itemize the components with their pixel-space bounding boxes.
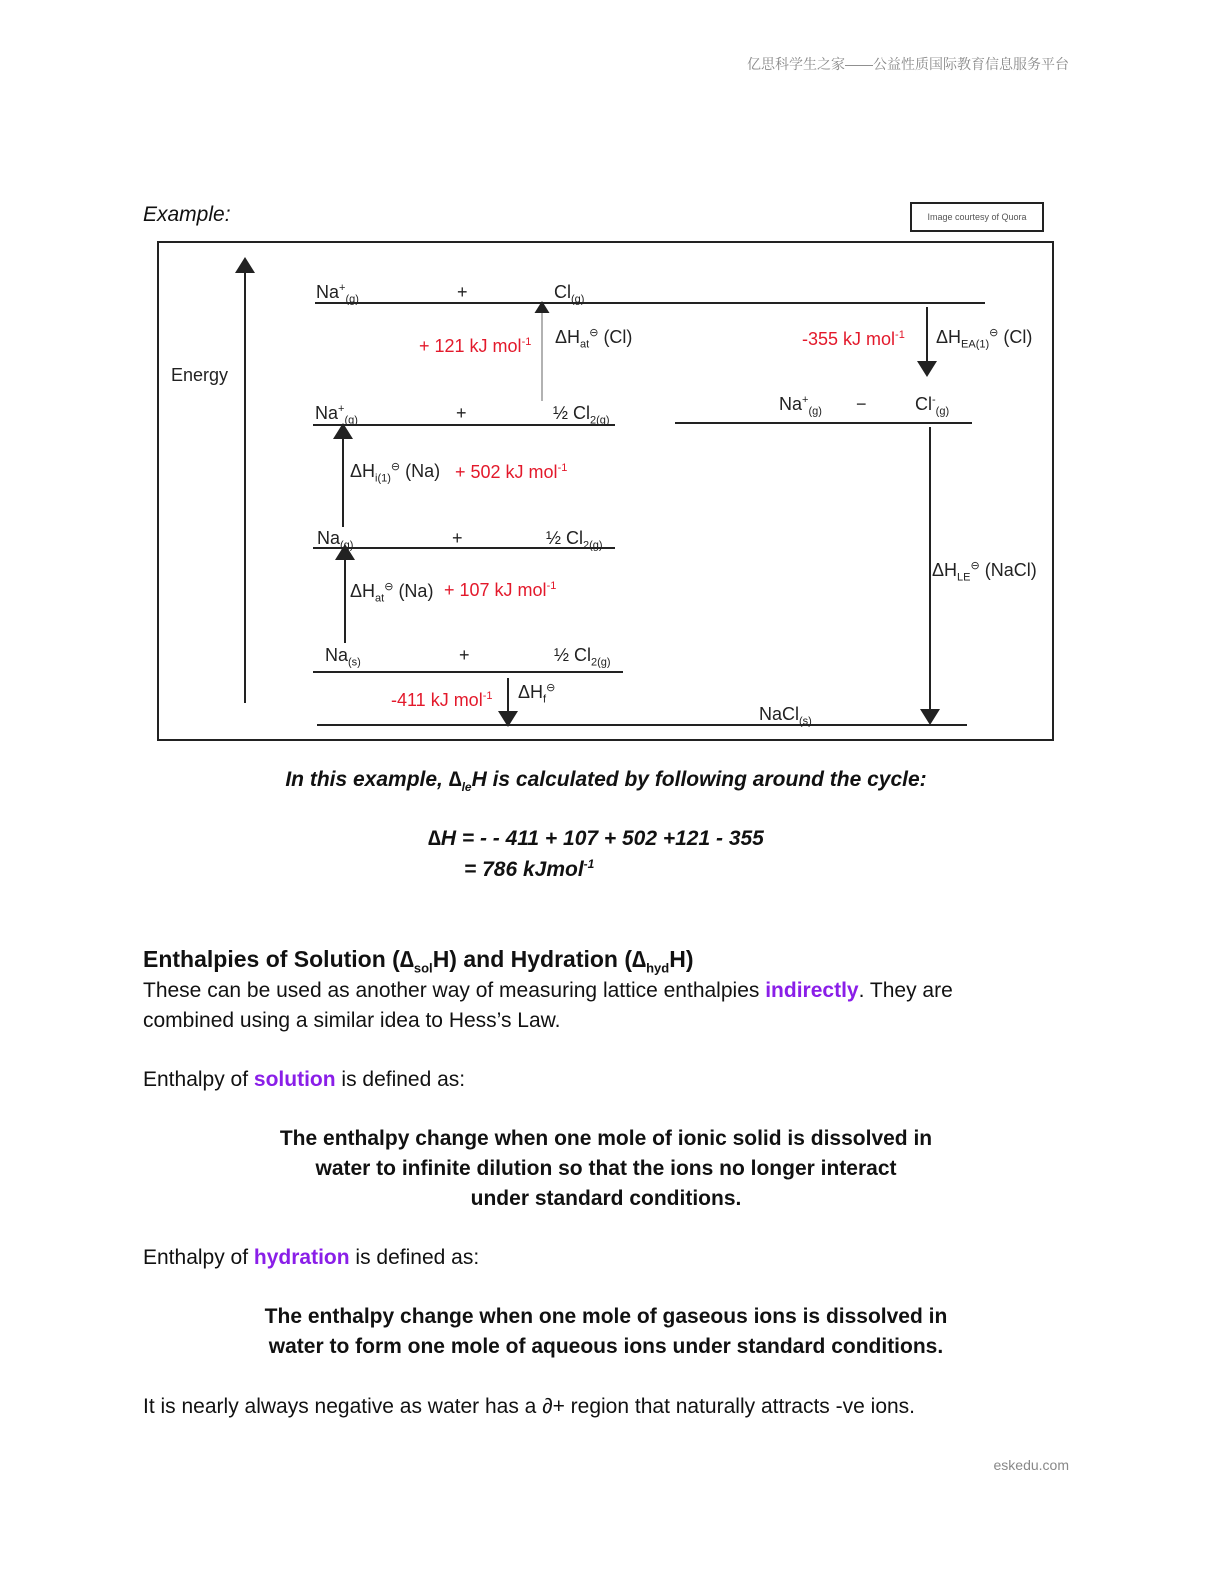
level3-plus: +	[452, 528, 463, 548]
level2-right-species: ½ $Cl_{2(g)}$	[553, 403, 610, 427]
site-footer: eskedu.com	[993, 1457, 1069, 1473]
top-plus: +	[457, 282, 468, 302]
top-right-species: $Cl_{(g)}$	[554, 282, 585, 306]
label-ea-cl: $\Delta H_{EA(1)}^⊖$ (Cl)	[936, 327, 1033, 351]
site-header: 亿思科学生之家——公益性质国际教育信息服务平台	[747, 56, 1069, 72]
top-left-species: $Na^+_{(g)}$	[316, 282, 359, 306]
level4-right-species: ½ $Cl_{2(g)}$	[554, 645, 611, 669]
example-label: Example:	[143, 203, 231, 226]
closing-paragraph: It is nearly always negative as water has a ∂+ region that naturally attracts -ve ions.	[143, 1395, 916, 1418]
label-le-nacl: $\Delta H_{LE}^⊖$ (NaCl)	[932, 560, 1037, 584]
product-species: NaCl$_{(s)}$	[759, 704, 812, 728]
ions-right-species: $Cl^-_{(g)}$	[915, 394, 950, 418]
level3-right-species: ½ $Cl_{2(g)}$	[546, 528, 603, 552]
value-at-na: + 107 kJ mol$^{-1}$	[444, 580, 557, 600]
cycle-caption: In this example, $\Delta_{le}H$ is calculated by following around the cycle:	[285, 768, 927, 795]
label-at-na: $\Delta H_{at}^⊖$ (Na)	[350, 581, 434, 605]
calculation-line-2: = 786 kJmol$^{-1}$	[464, 857, 595, 881]
level3-left-species: $Na_{(g)}$	[317, 528, 354, 552]
section-heading: Enthalpies of Solution $(\Delta_{sol}H)$ and Hydration $(\Delta_{hyd}H)$	[143, 946, 694, 976]
label-at-cl: $\Delta H_{at}^⊖$ (Cl)	[555, 327, 633, 351]
solution-definition: The enthalpy change when one mole of ionic solid is dissolved in water to infinite dilution so that the ions no longer interact under standard conditions.	[279, 1127, 933, 1210]
intro-paragraph: These can be used as another way of measuring lattice enthalpies indirectly. They are combined using a similar idea to Hess’s Law.	[143, 979, 953, 1032]
energy-axis-label: Energy	[171, 365, 229, 385]
calculation-line-1: ∆H = - - 411 + 107 + 502 +121 - 355	[428, 827, 764, 850]
ions-left-species: $Na^+_{(g)}$	[779, 394, 822, 418]
level4-left-species: $Na_{(s)}$	[325, 645, 361, 669]
label-f: $\Delta H_f^⊖$	[518, 682, 556, 706]
image-credit-box: Image courtesy of Quora	[910, 202, 1044, 232]
ions-minus: −	[856, 394, 867, 414]
value-ie-na: + 502 kJ mol$^{-1}$	[455, 462, 568, 482]
level2-left-species: $Na^+_{(g)}$	[315, 403, 358, 427]
hydration-definition: The enthalpy change when one mole of gaseous ions is dissolved in water to form one mole of aqueous ions under standard conditions.	[264, 1305, 948, 1358]
value-at-cl: + 121 kJ mol$^{-1}$	[419, 336, 532, 356]
value-ea-cl: -355 kJ mol$^{-1}$	[802, 329, 905, 349]
label-ie-na: $\Delta H_{i(1)}^⊖$ (Na)	[350, 461, 441, 485]
solution-intro: Enthalpy of solution is defined as:	[143, 1068, 466, 1091]
value-f: -411 kJ mol$^{-1}$	[391, 690, 493, 710]
level2-plus: +	[456, 403, 467, 423]
level4-plus: +	[459, 645, 470, 665]
hydration-intro: Enthalpy of hydration is defined as:	[143, 1246, 480, 1269]
